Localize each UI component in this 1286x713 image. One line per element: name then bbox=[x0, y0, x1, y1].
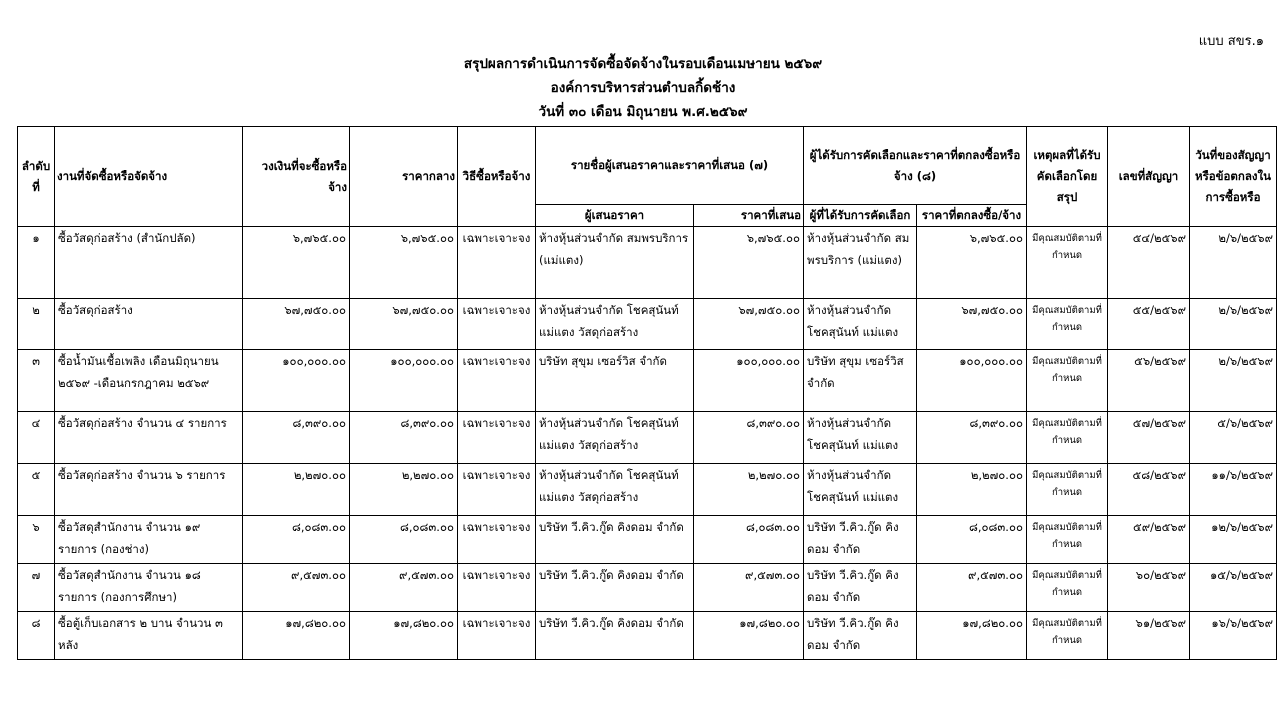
agreed-price: ๑๗,๘๒๐.๐๐ bbox=[917, 612, 1027, 660]
bidder-name: บริษัท วี.คิว.กู๊ด คิงดอม จำกัด bbox=[536, 516, 694, 564]
winner-name: บริษัท วี.คิว.กู๊ด คิงดอม จำกัด bbox=[804, 612, 917, 660]
bid-price: ๑๐๐,๐๐๐.๐๐ bbox=[694, 350, 804, 412]
row-number: ๗ bbox=[18, 564, 55, 612]
table-row bbox=[18, 299, 1277, 350]
form-code: แบบ สขร.๑ bbox=[1198, 34, 1264, 49]
procurement-method: เฉพาะเจาะจง bbox=[458, 350, 536, 412]
row-number: ๘ bbox=[18, 612, 55, 660]
table-row bbox=[18, 612, 1277, 660]
bid-price: ๘,๓๙๐.๐๐ bbox=[694, 412, 804, 464]
budget-amount: ๘,๐๘๓.๐๐ bbox=[243, 516, 350, 564]
contract-date: ๑๖/๖/๒๕๖๙ bbox=[1190, 612, 1277, 660]
item-name: ซื้อน้ำมันเชื้อเพลิง เดือนมิถุนายน ๒๕๖๙ -เดือนกรกฎาคม ๒๕๖๙ bbox=[55, 350, 243, 412]
agreed-price: ๙,๕๗๓.๐๐ bbox=[917, 564, 1027, 612]
report-date: วันที่ ๓๐ เดือน มิถุนายน พ.ศ.๒๕๖๙ bbox=[538, 104, 748, 120]
contract-number: ๖๐/๒๕๖๙ bbox=[1108, 564, 1190, 612]
selection-reason: มีคุณสมบัติตามที่กำหนด bbox=[1027, 516, 1108, 564]
row-number: ๔ bbox=[18, 412, 55, 464]
table-row bbox=[18, 227, 1277, 299]
header-contract-date: วันที่ของสัญญาหรือข้อตกลงในการซื้อหรือ bbox=[1190, 127, 1277, 227]
organization-name: องค์การบริหารส่วนตำบลกิ้ดช้าง bbox=[550, 80, 736, 96]
contract-date: ๒/๖/๒๕๖๙ bbox=[1190, 350, 1277, 412]
item-name: ซื้อวัสดุสำนักงาน จำนวน ๑๙ รายการ (กองช่าง) bbox=[55, 516, 243, 564]
budget-amount: ๙,๕๗๓.๐๐ bbox=[243, 564, 350, 612]
bidder-name: ห้างหุ้นส่วนจำกัด สมพรบริการ (แม่แตง) bbox=[536, 227, 694, 299]
agreed-price: ๘,๐๘๓.๐๐ bbox=[917, 516, 1027, 564]
median-price: ๑๗,๘๒๐.๐๐ bbox=[350, 612, 458, 660]
budget-amount: ๖,๗๖๕.๐๐ bbox=[243, 227, 350, 299]
header-budget: วงเงินที่จะซื้อหรือจ้าง bbox=[243, 127, 350, 227]
header-reason: เหตุผลที่ได้รับคัดเลือกโดยสรุป bbox=[1027, 127, 1108, 227]
header-no: ลำดับที่ bbox=[18, 127, 55, 227]
procurement-method: เฉพาะเจาะจง bbox=[458, 612, 536, 660]
procurement-method: เฉพาะเจาะจง bbox=[458, 299, 536, 350]
header-winner: ผู้ที่ได้รับการคัดเลือก bbox=[804, 205, 917, 227]
bid-price: ๙,๕๗๓.๐๐ bbox=[694, 564, 804, 612]
contract-date: ๕/๖/๒๕๖๙ bbox=[1190, 412, 1277, 464]
procurement-method: เฉพาะเจาะจง bbox=[458, 227, 536, 299]
contract-number: ๕๙/๒๕๖๙ bbox=[1108, 516, 1190, 564]
contract-date: ๒/๖/๒๕๖๙ bbox=[1190, 227, 1277, 299]
bidder-name: ห้างหุ้นส่วนจำกัด โชคสุนันท์ แม่แตง วัสดุก่อสร้าง bbox=[536, 299, 694, 350]
header-bidders-group: รายชื่อผู้เสนอราคาและราคาที่เสนอ (๗) bbox=[536, 127, 804, 205]
selection-reason: มีคุณสมบัติตามที่กำหนด bbox=[1027, 464, 1108, 516]
budget-amount: ๑๐๐,๐๐๐.๐๐ bbox=[243, 350, 350, 412]
procurement-method: เฉพาะเจาะจง bbox=[458, 564, 536, 612]
winner-name: ห้างหุ้นส่วนจำกัด โชคสุนันท์ แม่แตง bbox=[804, 464, 917, 516]
contract-date: ๑๒/๖/๒๕๖๙ bbox=[1190, 516, 1277, 564]
header-contract-no: เลขที่สัญญา bbox=[1108, 127, 1190, 227]
report-title: สรุปผลการดำเนินการจัดซื้อจัดจ้างในรอบเดือนเมษายน ๒๕๖๙ bbox=[463, 56, 823, 72]
contract-number: ๕๔/๒๕๖๙ bbox=[1108, 227, 1190, 299]
bid-price: ๒,๒๗๐.๐๐ bbox=[694, 464, 804, 516]
item-name: ซื้อวัสดุก่อสร้าง จำนวน ๔ รายการ bbox=[55, 412, 243, 464]
agreed-price: ๒,๒๗๐.๐๐ bbox=[917, 464, 1027, 516]
item-name: ซื้อตู้เก็บเอกสาร ๒ บาน จำนวน ๓ หลัง bbox=[55, 612, 243, 660]
median-price: ๙,๕๗๓.๐๐ bbox=[350, 564, 458, 612]
budget-amount: ๖๗,๗๕๐.๐๐ bbox=[243, 299, 350, 350]
contract-date: ๒/๖/๒๕๖๙ bbox=[1190, 299, 1277, 350]
contract-number: ๕๘/๒๕๖๙ bbox=[1108, 464, 1190, 516]
contract-number: ๕๗/๒๕๖๙ bbox=[1108, 412, 1190, 464]
bidder-name: ห้างหุ้นส่วนจำกัด โชคสุนันท์ แม่แตง วัสดุก่อสร้าง bbox=[536, 464, 694, 516]
header-winner-group: ผู้ได้รับการคัดเลือกและราคาที่ตกลงซื้อหรือจ้าง (๘) bbox=[804, 127, 1027, 205]
header-agreed-price: ราคาที่ตกลงซื้อ/จ้าง bbox=[917, 205, 1027, 227]
agreed-price: ๘,๓๙๐.๐๐ bbox=[917, 412, 1027, 464]
table-row bbox=[18, 564, 1277, 612]
budget-amount: ๒,๒๗๐.๐๐ bbox=[243, 464, 350, 516]
agreed-price: ๖๗,๗๕๐.๐๐ bbox=[917, 299, 1027, 350]
row-number: ๑ bbox=[18, 227, 55, 299]
bidder-name: บริษัท วี.คิว.กู๊ด คิงดอม จำกัด bbox=[536, 564, 694, 612]
median-price: ๒,๒๗๐.๐๐ bbox=[350, 464, 458, 516]
budget-amount: ๘,๓๙๐.๐๐ bbox=[243, 412, 350, 464]
median-price: ๘,๐๘๓.๐๐ bbox=[350, 516, 458, 564]
winner-name: บริษัท วี.คิว.กู๊ด คิงดอม จำกัด bbox=[804, 516, 917, 564]
selection-reason: มีคุณสมบัติตามที่กำหนด bbox=[1027, 564, 1108, 612]
contract-number: ๕๖/๒๕๖๙ bbox=[1108, 350, 1190, 412]
item-name: ซื้อวัสดุก่อสร้าง จำนวน ๖ รายการ bbox=[55, 464, 243, 516]
table-row bbox=[18, 350, 1277, 412]
row-number: ๓ bbox=[18, 350, 55, 412]
winner-name: ห้างหุ้นส่วนจำกัด สมพรบริการ (แม่แตง) bbox=[804, 227, 917, 299]
document-titles bbox=[0, 52, 1286, 124]
bidder-name: บริษัท สุขุม เซอร์วิส จำกัด bbox=[536, 350, 694, 412]
contract-number: ๖๑/๒๕๖๙ bbox=[1108, 612, 1190, 660]
selection-reason: มีคุณสมบัติตามที่กำหนด bbox=[1027, 227, 1108, 299]
agreed-price: ๑๐๐,๐๐๐.๐๐ bbox=[917, 350, 1027, 412]
item-name: ซื้อวัสดุสำนักงาน จำนวน ๑๘ รายการ (กองการศึกษา) bbox=[55, 564, 243, 612]
selection-reason: มีคุณสมบัติตามที่กำหนด bbox=[1027, 412, 1108, 464]
winner-name: ห้างหุ้นส่วนจำกัด โชคสุนันท์ แม่แตง bbox=[804, 412, 917, 464]
median-price: ๘,๓๙๐.๐๐ bbox=[350, 412, 458, 464]
row-number: ๒ bbox=[18, 299, 55, 350]
winner-name: บริษัท สุขุม เซอร์วิส จำกัด bbox=[804, 350, 917, 412]
bidder-name: บริษัท วี.คิว.กู๊ด คิงดอม จำกัด bbox=[536, 612, 694, 660]
row-number: ๕ bbox=[18, 464, 55, 516]
header-bid-price: ราคาที่เสนอ bbox=[694, 205, 804, 227]
header-method: วิธีซื้อหรือจ้าง bbox=[458, 127, 536, 227]
row-number: ๖ bbox=[18, 516, 55, 564]
contract-date: ๑๑/๖/๒๕๖๙ bbox=[1190, 464, 1277, 516]
item-name: ซื้อวัสดุก่อสร้าง (สำนักปลัด) bbox=[55, 227, 243, 299]
procurement-method: เฉพาะเจาะจง bbox=[458, 412, 536, 464]
selection-reason: มีคุณสมบัติตามที่กำหนด bbox=[1027, 299, 1108, 350]
procurement-method: เฉพาะเจาะจง bbox=[458, 464, 536, 516]
table-row bbox=[18, 516, 1277, 564]
median-price: ๑๐๐,๐๐๐.๐๐ bbox=[350, 350, 458, 412]
bid-price: ๘,๐๘๓.๐๐ bbox=[694, 516, 804, 564]
median-price: ๖๗,๗๕๐.๐๐ bbox=[350, 299, 458, 350]
procurement-method: เฉพาะเจาะจง bbox=[458, 516, 536, 564]
header-median-price: ราคากลาง bbox=[350, 127, 458, 227]
contract-number: ๕๕/๒๕๖๙ bbox=[1108, 299, 1190, 350]
budget-amount: ๑๗,๘๒๐.๐๐ bbox=[243, 612, 350, 660]
item-name: ซื้อวัสดุก่อสร้าง bbox=[55, 299, 243, 350]
median-price: ๖,๗๖๕.๐๐ bbox=[350, 227, 458, 299]
header-bidder: ผู้เสนอราคา bbox=[536, 205, 694, 227]
winner-name: บริษัท วี.คิว.กู๊ด คิงดอม จำกัด bbox=[804, 564, 917, 612]
table-row bbox=[18, 464, 1277, 516]
bid-price: ๖,๗๖๕.๐๐ bbox=[694, 227, 804, 299]
selection-reason: มีคุณสมบัติตามที่กำหนด bbox=[1027, 350, 1108, 412]
bid-price: ๖๗,๗๕๐.๐๐ bbox=[694, 299, 804, 350]
contract-date: ๑๕/๖/๒๕๖๙ bbox=[1190, 564, 1277, 612]
winner-name: ห้างหุ้นส่วนจำกัด โชคสุนันท์ แม่แตง bbox=[804, 299, 917, 350]
bidder-name: ห้างหุ้นส่วนจำกัด โชคสุนันท์ แม่แตง วัสดุก่อสร้าง bbox=[536, 412, 694, 464]
agreed-price: ๖,๗๖๕.๐๐ bbox=[917, 227, 1027, 299]
header-item: งานที่จัดซื้อหรือจัดจ้าง bbox=[55, 127, 243, 227]
selection-reason: มีคุณสมบัติตามที่กำหนด bbox=[1027, 612, 1108, 660]
table-row bbox=[18, 412, 1277, 464]
procurement-table bbox=[17, 126, 1277, 660]
bid-price: ๑๗,๘๒๐.๐๐ bbox=[694, 612, 804, 660]
